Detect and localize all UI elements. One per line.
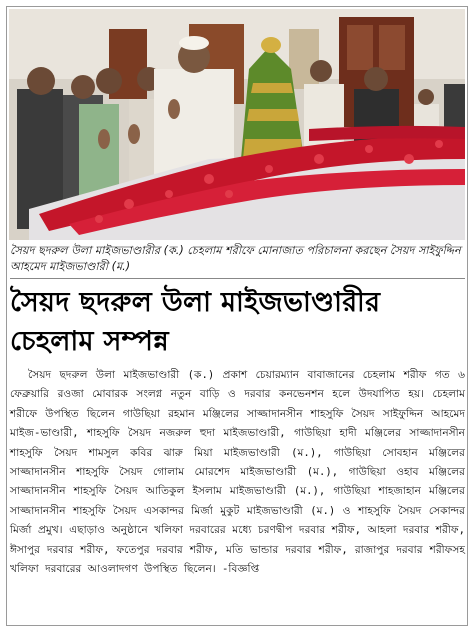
article-body: সৈয়দ ছদরুল উলা মাইজভাণ্ডারী (ক.) প্রকাশ চেয়ারম্যান বাবাজানের চেহলাম শরীফ গত ৬ ফেব্রুয়ারি রওজা মোবারক সংলগ্ন নতুন বাড়ি ও দরবার কনভেনশন হলে উদযাপিত হয়। চেহলাম শরীফে উপস্থিত ছিলেন গাউছিয়া রহমান মঞ্জিলের সাজ্জাদানসীন শাহসুফি সৈয়দ সাইফুদ্দিন আহমেদ মাইজ-ভাণ্ডারী, শাহসুফি সৈয়দ নজরুল হুদা মাইজভাণ্ডারী, গাউছিয়া হাদী মঞ্জিলের সাজ্জাদানসীন শাহসুফি সৈয়দ শামসুল কবির ঝারু মিয়া মাইজভাণ্ডারী (ম.), গাউছিয়া সোবহান মঞ্জিলের সাজ্জাদানসীন শাহসুফি সৈয়দ গোলাম মোরশেদ মাইজভাণ্ডারী (ম.), গাউছিয়া ওহাব মঞ্জিলের সাজ্জাদানসীন শাহসুফি সৈয়দ আতিকুল ইসলাম মাইজভাণ্ডারী (ম.), গাউছিয়া শাহজাহান মঞ্জিলের সাজ্জাদানসীন শাহসুফি সৈয়দ এসকান্দর মির্জা মুকুট মাইজভাণ্ডারী (ম.) ও শাহসুফি সৈয়দ সেকান্দর মির্জা প্রমুখ। এছাড়াও অনুষ্ঠানে খলিফা দরবারের মধ্যে চরণদ্বীপ দরবার শরীফ, আহলা দরবার শরীফ, ঈসাপুর দরবার শরীফ, ফতেপুর দরবার শরীফ, মতি ভান্ডার দরবার শরীফ, রাজাপুর দরবার শরীফসহ খলিফা দরবারের আওলাদগণ উপস্থিত ছিলেন। -বিজ্ঞপ্তি xyxy=(10,369,465,576)
headline: সৈয়দ ছদরুল উলা মাইজভাণ্ডারীর চেহলাম সম্পন্ন xyxy=(10,287,381,357)
photo-caption: সৈয়দ ছদরুল উলা মাইজভাণ্ডারীর (ক.) চেহলাম শরীফে মোনাজাত পরিচালনা করছেন সৈয়দ সাইফুদ্দিন আহমেদ মাইজভাণ্ডারী (ম.) xyxy=(10,244,461,273)
divider xyxy=(10,278,465,279)
news-photo xyxy=(9,9,465,240)
